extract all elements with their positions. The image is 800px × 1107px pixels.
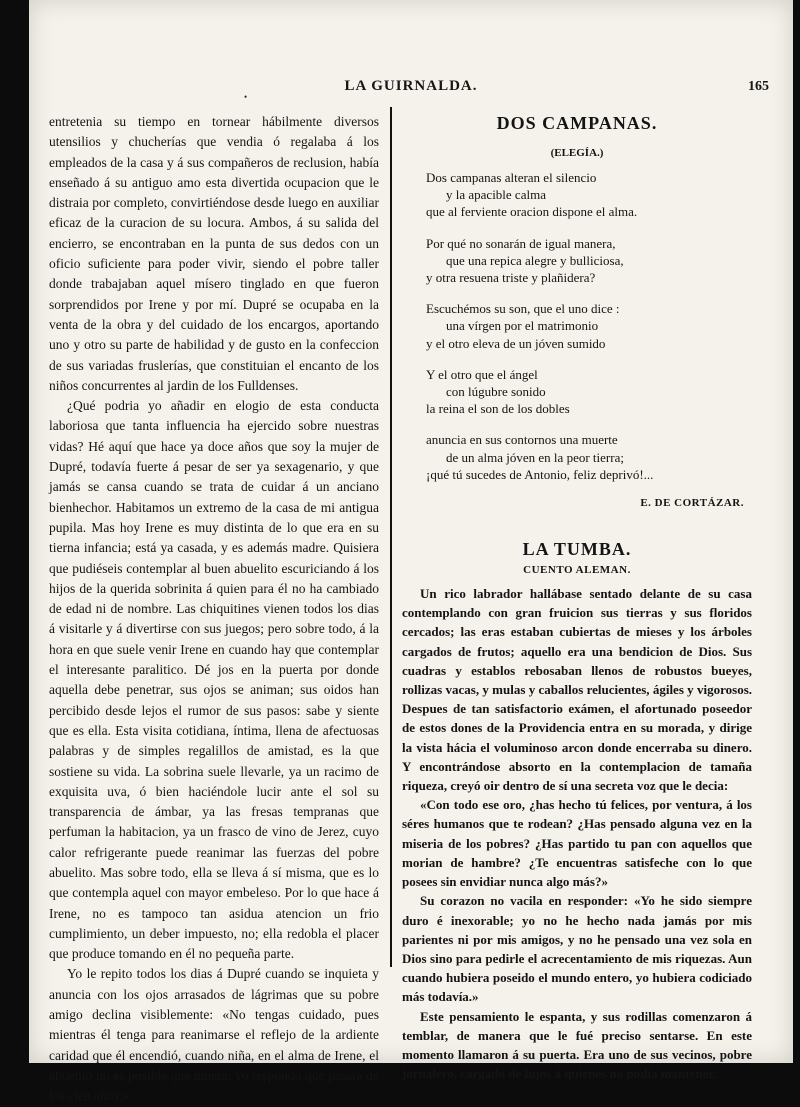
newspaper-page	[29, 0, 793, 1104]
page-number: 165	[748, 79, 769, 94]
poem-line: que una repica alegre y bulliciosa,	[446, 252, 624, 268]
poem-line: de un alma jóven en la peor tierra;	[446, 449, 624, 465]
poem-line: y otra resuena triste y plañidera?	[426, 270, 596, 286]
column-divider	[390, 107, 392, 967]
poem-stanza	[402, 169, 752, 221]
poem-line: anuncia en sus contornos una muerte	[426, 432, 618, 448]
poem-line: que al ferviente oracion dispone el alma.	[426, 204, 638, 220]
page-header	[29, 78, 793, 102]
publication-title: LA GUIRNALDA.	[344, 78, 478, 94]
story-paragraph: Su corazon no vacila en responder: «Yo he sido siempre duro é inexorable; yo no he hecho nada jamás por mis parientes ni por mis amigos, y no he pensado una vez sola en Dios sino para pedirle el acrecentamiento de mis riquezas. Aun cuando hubiera poseido el mundo entero, yo hubiera codiciado más todavía.»	[402, 893, 752, 1005]
left-column	[49, 112, 379, 1107]
poem-line: Escuchémos su son, que el uno dice :	[426, 301, 620, 317]
poem-line: una vírgen por el matrimonio	[446, 318, 599, 334]
poem-line: ¡qué tú sucedes de Antonio, feliz deprivó!...	[426, 466, 654, 482]
story-subtitle: CUENTO ALEMAN.	[523, 564, 631, 577]
poem-stanza	[402, 366, 752, 418]
poem-line: la reina el son de los dobles	[426, 401, 570, 417]
header-ornament: •	[244, 92, 248, 102]
story-body	[402, 584, 752, 1083]
poem-line: Y el otro que el ángel	[426, 366, 538, 382]
story-continuation-paragraph: ¿Qué podria yo añadir en elogio de esta conducta laboriosa que tanta influencia ha ejercido sobre nuestras vidas? Hé aquí que hace ya doce años que soy la mujer de Dupré, todavía fuerte á pesar de ser ya sexagenario, y que jamás se cansa cuando se trata de cuidar á un anciano bienhechor. Habitamos un extremo de la casa de mi antigua pupila. Mas hoy Irene es muy distinta de lo que era en su tierna infancia; está ya casada, y es además madre. Quisiera que pudiéseis contemplar al buen abuelito escuriciando á los hijos de la querida sobrinita á quien para él no ha cambiado de edad ni de nombre. Las chiquitines vienen todos los dias á visitarle y á divertirse con sus juegos; pero sobre todo, á la hora en que suele venir Irene en cuando hay que contemplar el interesante paralitico. Dé jos en la puerta por donde aquella debe penetrar, sus ojos se animan; sus oidos han percibido desde lejos el rumor de sus pasos: sabe y siente que es ella. Esta visita cotidiana, íntima, llena de afectuosas palabras y de simples regalillos de amistad, es la que sostiene su vida. La sobrina suele llevarle, ya un racimo de exquisita uva, ó bien haciéndole lucir ante el sol su transparencia de ámbar, ya las fresas tempranas que perfuman la habitacion, ya un frasco de vino de Jerez, cuyo calor refrigerante puede reanimar las fuerzas del pobre abuelito. Mas sobre todo, ella se lleva á sí misma, que es lo que contempla aquel con mayor embeleso. Por lo que hace á Irene, no es tampoco tan asidua atencion un frio cumplimiento, un deber impuesto, no; ella redobla el placer que produce tomando en él no pequeña parte.	[49, 398, 379, 962]
poem-line: Dos campanas alteran el silencio	[426, 170, 597, 185]
poem-line: Por qué no sonarán de igual manera,	[426, 235, 616, 251]
poem-title: DOS CAMPANAS.	[496, 113, 658, 133]
poem-stanza	[402, 431, 752, 483]
poem-line: y el otro eleva de un jóven sumido	[426, 335, 606, 351]
story-paragraph: Este pensamiento le espanta, y sus rodillas comenzaron á temblar, de manera que le fué preciso sentarse. En este momento llamaron á su puerta. Era uno de sus vecinos, pobre jornalero, cargado de hijos á quienes no podia mantener.	[402, 1008, 752, 1082]
story-continuation-paragraph: entretenia su tiempo en tornear hábilmente diversos utensilios y chucherías que vendia ó regalaba á los empleados de la casa y á sus compañeros de reclusion, había enseñado á su antiguo amo esta divertida ocupacion que le distraia por completo, convirtiéndose desde luego en auxiliar eficaz de la curacion de su locura. Ambos, á su salida del encierro, se encontraban en la punta de sus dedos con un oficio suficiente para poder vivir, siendo el pobre taller donde trabajaban aquel mísero tinglado en que fueron sorprendidos por Irene y por mí. Dupré se ocupaba en la venta de la obra y del cuidado de los encargos, aportando uno y otro su parte de habilidad y de gusto en la confeccion de sus variadas fruslerías, que constituian el encanto de los niños concurrentes al jardin de los Fulldenses.	[49, 114, 379, 393]
story-paragraph: «Con todo ese oro, ¿has hecho tú felices, por ventura, á los séres humanos que te rodean? ¿Has pensado alguna vez en la miseria de los pobres? ¿Has partido tu pan con aquellos que morian de hambre? ¿Te encuentras satisfeche con lo que posees sin envidiar nunca algo más?»	[402, 797, 752, 890]
poem-subtitle: (ELEGÍA.)	[550, 147, 604, 159]
poem-line: y la apacible calma	[446, 187, 546, 203]
poem-stanza	[402, 300, 752, 352]
poem-stanza	[402, 235, 752, 287]
story-paragraph: Un rico labrador hallábase sentado delante de su casa contemplando con gran fruicion sus tierras y sus floridos cercados; las eras estaban cubiertas de mieses y los árboles cargados de frutos; aquello era una bendicion de Dios. Sus cuadras y establos rebosaban llenos de robustos bueyes, rollizas vacas, y mulas y caballos relucientes, ágiles y vigorosos. Despues de tan satisfactorio exámen, el afortunado poseedor de estos dones de la Providencia entra en su morada, y dirige la vista hácia el voluminoso arcon donde encerraba su dinero. Y encontrándose absorto en la contemplacion de tamaña riqueza, creyó oir dentro de sí una secreta voz que le decia:	[402, 586, 752, 794]
story-continuation-paragraph: Yo le repito todos los dias á Dupré cuando se inquieta y anuncia con los ojos arrasados de lágrimas que su pobre amigo declina visiblemente: «No tengas cuidado, pues mientras él tenga para reanimarse el reflejo de la ardiente caridad que él encendió, cuando niña, en el alma de Irene, el abuelito no es posible que muera; yo respondo que pasará de los cien años.»	[49, 966, 379, 1104]
story-title: LA TUMBA.	[522, 539, 632, 560]
poem-author: E. DE CORTÁZAR.	[640, 497, 744, 510]
poem-line: con lúgubre sonido	[446, 384, 546, 400]
right-column	[402, 113, 752, 1083]
